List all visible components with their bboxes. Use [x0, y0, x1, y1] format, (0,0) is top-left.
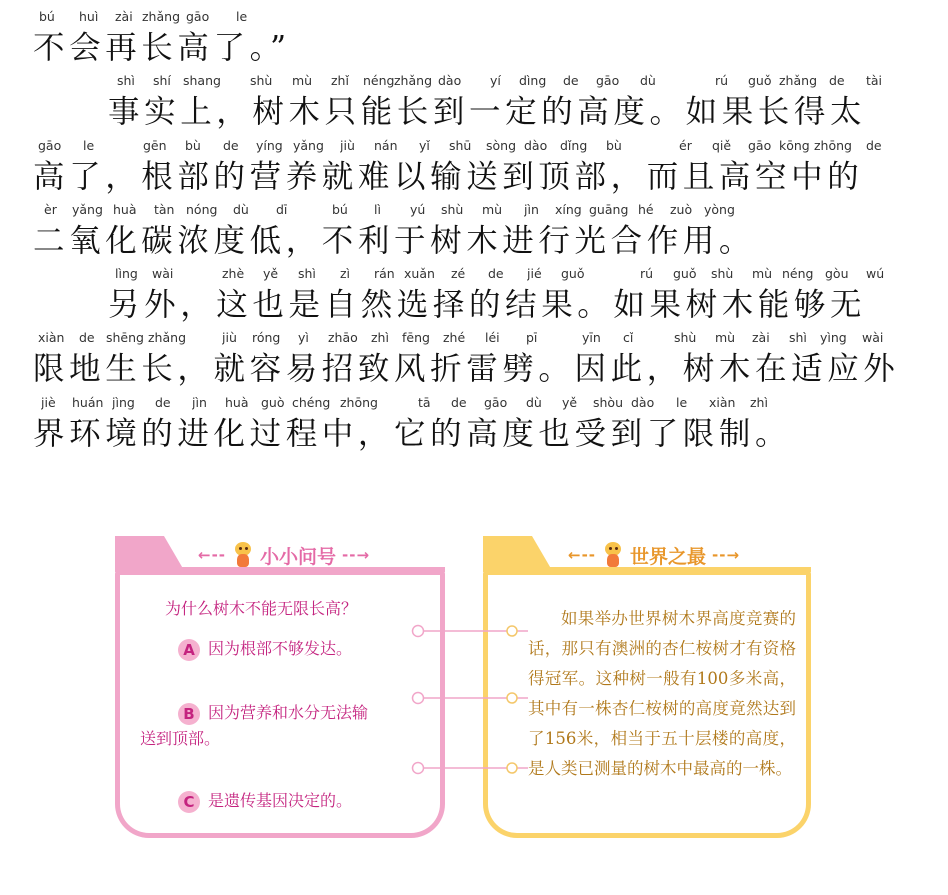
option-b-badge: B [178, 703, 200, 725]
pinyin-syllable: bù [606, 138, 622, 153]
hanzi-line: 另外，这也是自然选择的结果。如果树木能够无 [108, 287, 867, 323]
pinyin-syllable: zì [340, 266, 351, 281]
pinyin-syllable: guāng [589, 202, 629, 217]
pinyin-syllable: zhǎng [394, 73, 433, 88]
pinyin-syllable: dào [631, 395, 655, 410]
pinyin-syllable: dìng [519, 73, 547, 88]
pinyin-syllable: zhāo [328, 330, 358, 345]
pinyin-syllable: dù [640, 73, 656, 88]
pinyin-syllable: shì [298, 266, 316, 281]
pinyin-syllable: qiě [712, 138, 732, 153]
pinyin-syllable: dào [438, 73, 462, 88]
pinyin-syllable: yě [562, 395, 578, 410]
pinyin-syllable: xiàn [709, 395, 736, 410]
pinyin-syllable: shù [674, 330, 697, 345]
left-arrow-icon: ←-- [568, 546, 597, 564]
quiz-title: 小小问号 [260, 545, 337, 568]
pinyin-syllable: yīn [582, 330, 601, 345]
pinyin-syllable: huì [79, 9, 99, 24]
pinyin-syllable: yíng [256, 138, 283, 153]
pinyin-syllable: xuǎn [404, 266, 435, 281]
pinyin-syllable: èr [44, 202, 57, 217]
connector-dot-left-3 [413, 763, 424, 774]
hanzi-line: 界环境的进化过程中，它的高度也受到了限制。 [33, 416, 792, 452]
pinyin-syllable: shòu [593, 395, 624, 410]
pinyin-syllable: gāo [484, 395, 508, 410]
pinyin-syllable: shēng [106, 330, 144, 345]
pinyin-syllable: wú [866, 266, 885, 281]
pinyin-syllable: gēn [143, 138, 167, 153]
pinyin-syllable: zài [752, 330, 770, 345]
pinyin-syllable: mù [292, 73, 313, 88]
pinyin-syllable: yǎng [293, 138, 324, 153]
pinyin-syllable: zhì [750, 395, 768, 410]
pinyin-syllable: shù [711, 266, 734, 281]
pinyin-syllable: guò [261, 395, 285, 410]
pinyin-syllable: le [83, 138, 95, 153]
right-arrow-icon: --→ [342, 546, 371, 564]
pinyin-syllable: rú [715, 73, 729, 88]
pinyin-syllable: xiàn [38, 330, 65, 345]
pinyin-syllable: de [829, 73, 845, 88]
pinyin-syllable: néng [363, 73, 395, 88]
pinyin-syllable: de [866, 138, 882, 153]
pinyin-syllable: ér [679, 138, 692, 153]
pinyin-syllable: mù [752, 266, 773, 281]
pinyin-syllable: dǐng [560, 138, 588, 153]
world-record-text: 如果举办世界树木界高度竞赛的话，那只有澳洲的杏仁桉树才有资格得冠军。这种树一般有100多米高，其中有一株杏仁桉树的高度竟然达到了156米，相当于五十层楼的高度，是人类已测量的树木中最高的一株。 [528, 609, 796, 778]
pinyin-syllable: guǒ [561, 266, 585, 281]
pinyin-syllable: de [451, 395, 467, 410]
pinyin-syllable: yí [490, 73, 501, 88]
pinyin-syllable: gāo [596, 73, 620, 88]
hanzi-line: 限地生长，就容易招致风折雷劈。因此，树木在适应外 [33, 351, 900, 387]
world-title: 世界之最 [630, 545, 707, 568]
pinyin-syllable: nóng [186, 202, 218, 217]
pinyin-syllable: de [563, 73, 579, 88]
pinyin-syllable: shū [449, 138, 472, 153]
pinyin-syllable: kōng [779, 138, 810, 153]
pinyin-syllable: zé [451, 266, 466, 281]
hanzi-line: 高了，根部的营养就难以输送到顶部，而且高空中的 [33, 159, 864, 195]
pinyin-syllable: tā [418, 395, 431, 410]
pinyin-syllable: le [676, 395, 688, 410]
pinyin-syllable: jié [527, 266, 542, 281]
hanzi-line: 不会再长高了。” [33, 30, 291, 66]
pinyin-syllable: gāo [186, 9, 210, 24]
pinyin-syllable: zhǎng [142, 9, 181, 24]
pinyin-syllable: dào [524, 138, 548, 153]
pinyin-syllable: yú [410, 202, 426, 217]
pinyin-syllable: lìng [115, 266, 138, 281]
pinyin-syllable: zhǐ [331, 73, 349, 88]
pinyin-syllable: bù [185, 138, 201, 153]
pinyin-syllable: shù [250, 73, 273, 88]
pinyin-syllable: yòng [704, 202, 735, 217]
hanzi-line: 二氧化碳浓度低，不利于树木进行光合作用。 [33, 223, 756, 259]
pinyin-syllable: xíng [555, 202, 582, 217]
pinyin-syllable: shì [117, 73, 135, 88]
pinyin-syllable: léi [485, 330, 500, 345]
pinyin-syllable: huà [225, 395, 249, 410]
pinyin-syllable: guǒ [748, 73, 772, 88]
pinyin-syllable: shang [183, 73, 221, 88]
pinyin-syllable: dī [276, 202, 288, 217]
pinyin-syllable: hé [638, 202, 654, 217]
pinyin-syllable: yǎng [72, 202, 103, 217]
pinyin-syllable: lì [374, 202, 381, 217]
pinyin-syllable: néng [782, 266, 814, 281]
pinyin-syllable: le [236, 9, 248, 24]
pinyin-syllable: bú [39, 9, 55, 24]
connector-dot-right-2 [507, 693, 517, 703]
pinyin-syllable: yìng [820, 330, 847, 345]
pinyin-syllable: zhǎng [148, 330, 187, 345]
pinyin-syllable: rán [374, 266, 395, 281]
hanzi-line: 事实上，树木只能长到一定的高度。如果长得太 [108, 94, 867, 130]
pinyin-syllable: dù [526, 395, 542, 410]
pinyin-syllable: gāo [38, 138, 62, 153]
pinyin-syllable: róng [252, 330, 281, 345]
pinyin-syllable: zhōng [814, 138, 852, 153]
pinyin-syllable: wài [862, 330, 884, 345]
pinyin-syllable: zài [115, 9, 133, 24]
pinyin-syllable: chéng [292, 395, 331, 410]
pinyin-syllable: shù [441, 202, 464, 217]
connector-dot-right-1 [507, 626, 517, 636]
pinyin-syllable: cǐ [623, 330, 634, 345]
option-a-badge: A [178, 639, 200, 661]
pinyin-syllable: zhé [443, 330, 466, 345]
pinyin-syllable: jiù [340, 138, 355, 153]
pinyin-syllable: shí [153, 73, 171, 88]
pinyin-syllable: nán [374, 138, 398, 153]
pinyin-syllable: tàn [154, 202, 175, 217]
pinyin-syllable: fēng [402, 330, 430, 345]
pinyin-syllable: wài [152, 266, 174, 281]
pinyin-syllable: jiè [41, 395, 56, 410]
pinyin-syllable: yǐ [419, 138, 430, 153]
pinyin-syllable: de [223, 138, 239, 153]
connector-dot-right-3 [507, 763, 517, 773]
quiz-question: 为什么树木不能无限长高？ [165, 599, 358, 618]
pinyin-syllable: zhè [222, 266, 245, 281]
connector-dot-left-2 [413, 693, 424, 704]
pinyin-syllable: huà [113, 202, 137, 217]
left-arrow-icon: ←-- [198, 546, 227, 564]
pinyin-syllable: jìn [192, 395, 207, 410]
pinyin-syllable: bú [332, 202, 348, 217]
option-a-text: 因为根部不够发达。 [208, 639, 353, 658]
option-b-text-line2: 送到顶部。 [140, 729, 221, 748]
pinyin-syllable: shì [789, 330, 807, 345]
pinyin-syllable: guǒ [673, 266, 697, 281]
pinyin-syllable: tài [866, 73, 883, 88]
option-c-badge: C [178, 791, 200, 813]
pinyin-syllable: rú [640, 266, 654, 281]
connector-dot-left-1 [413, 626, 424, 637]
pinyin-syllable: dù [233, 202, 249, 217]
pinyin-syllable: sòng [486, 138, 517, 153]
pinyin-syllable: gòu [825, 266, 849, 281]
option-b-text-line1: 因为营养和水分无法输 [208, 703, 369, 722]
pinyin-syllable: mù [482, 202, 503, 217]
pinyin-syllable: de [488, 266, 504, 281]
pinyin-syllable: zuò [670, 202, 693, 217]
pinyin-syllable: zhì [371, 330, 389, 345]
pinyin-syllable: huán [72, 395, 104, 410]
pinyin-syllable: de [79, 330, 95, 345]
option-c-text: 是遗传基因决定的。 [208, 791, 353, 810]
pinyin-syllable: jìng [112, 395, 135, 410]
pinyin-syllable: yì [298, 330, 309, 345]
pinyin-syllable: mù [715, 330, 736, 345]
pinyin-syllable: gāo [748, 138, 772, 153]
pinyin-syllable: de [155, 395, 171, 410]
pinyin-syllable: pī [526, 330, 538, 345]
pinyin-syllable: jìn [524, 202, 539, 217]
pinyin-syllable: jiù [222, 330, 237, 345]
pinyin-syllable: zhōng [340, 395, 378, 410]
right-arrow-icon: --→ [712, 546, 741, 564]
pinyin-syllable: zhǎng [779, 73, 818, 88]
pinyin-syllable: yě [263, 266, 279, 281]
